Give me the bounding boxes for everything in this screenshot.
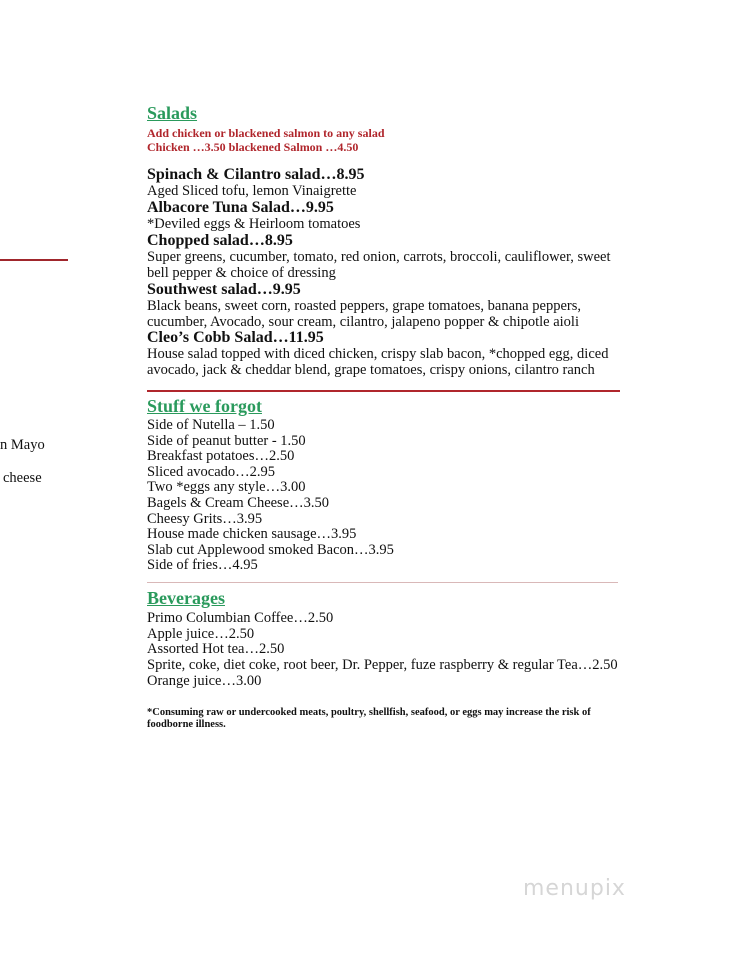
list-item: House made chicken sausage…3.95 (147, 526, 357, 542)
list-item: Bagels & Cream Cheese…3.50 (147, 495, 330, 511)
section-divider (147, 582, 618, 583)
list-item: Apple juice…2.50 (147, 626, 255, 642)
stuff-heading: Stuff we forgot (147, 396, 262, 416)
menu-item-desc: Black beans, sweet corn, roasted peppers, grape tomatoes, banana peppers, (147, 298, 582, 314)
menu-item-desc: *Deviled eggs & Heirloom tomatoes (147, 216, 361, 232)
list-item: Assorted Hot tea…2.50 (147, 641, 285, 657)
menu-item-desc: Aged Sliced tofu, lemon Vinaigrette (147, 183, 357, 199)
disclaimer: foodborne illness. (147, 719, 226, 730)
list-item: Breakfast potatoes…2.50 (147, 448, 295, 464)
list-item: Primo Columbian Coffee…2.50 (147, 610, 334, 626)
menu-item-name: Southwest salad…9.95 (147, 281, 301, 298)
salads-heading: Salads (147, 103, 198, 123)
list-item: Slab cut Applewood smoked Bacon…3.95 (147, 542, 394, 558)
menu-item-name: Chopped salad…8.95 (147, 232, 293, 249)
left-fragment: n Mayo (0, 437, 45, 453)
menu-item-name: Albacore Tuna Salad…9.95 (147, 199, 334, 216)
beverages-heading: Beverages (147, 588, 225, 608)
left-divider (0, 259, 68, 261)
menu-item-desc: Super greens, cucumber, tomato, red onion, carrots, broccoli, cauliflower, sweet (147, 249, 611, 265)
disclaimer: *Consuming raw or undercooked meats, poultry, shellfish, seafood, or eggs may increase the risk of (147, 707, 591, 718)
menu-item-name: Spinach & Cilantro salad…8.95 (147, 166, 365, 183)
menu-item-desc: cucumber, Avocado, sour cream, cilantro, jalapeno popper & chipotle aioli (147, 314, 579, 330)
menu-item-desc: avocado, jack & cheddar blend, grape tomatoes, crispy onions, cilantro ranch (147, 362, 595, 378)
list-item: Side of peanut butter - 1.50 (147, 433, 306, 449)
menu-item-desc: House salad topped with diced chicken, crispy slab bacon, *chopped egg, diced (147, 346, 609, 362)
watermark-logo: menupix (523, 876, 626, 901)
salads-note: Add chicken or blackened salmon to any salad (147, 126, 385, 140)
list-item: Sprite, coke, diet coke, root beer, Dr. Pepper, fuze raspberry & regular Tea…2.50 (147, 657, 618, 673)
list-item: Cheesy Grits…3.95 (147, 511, 263, 527)
menu-item-name: Cleo’s Cobb Salad…11.95 (147, 329, 324, 346)
list-item: Sliced avocado…2.95 (147, 464, 276, 480)
left-fragment: cheese (3, 470, 42, 486)
list-item: Side of fries…4.95 (147, 557, 258, 573)
menu-item-desc: bell pepper & choice of dressing (147, 265, 336, 281)
list-item: Orange juice…3.00 (147, 673, 262, 689)
list-item: Side of Nutella – 1.50 (147, 417, 275, 433)
section-divider (147, 390, 620, 392)
salads-note: Chicken …3.50 blackened Salmon …4.50 (147, 140, 359, 154)
list-item: Two *eggs any style…3.00 (147, 479, 306, 495)
